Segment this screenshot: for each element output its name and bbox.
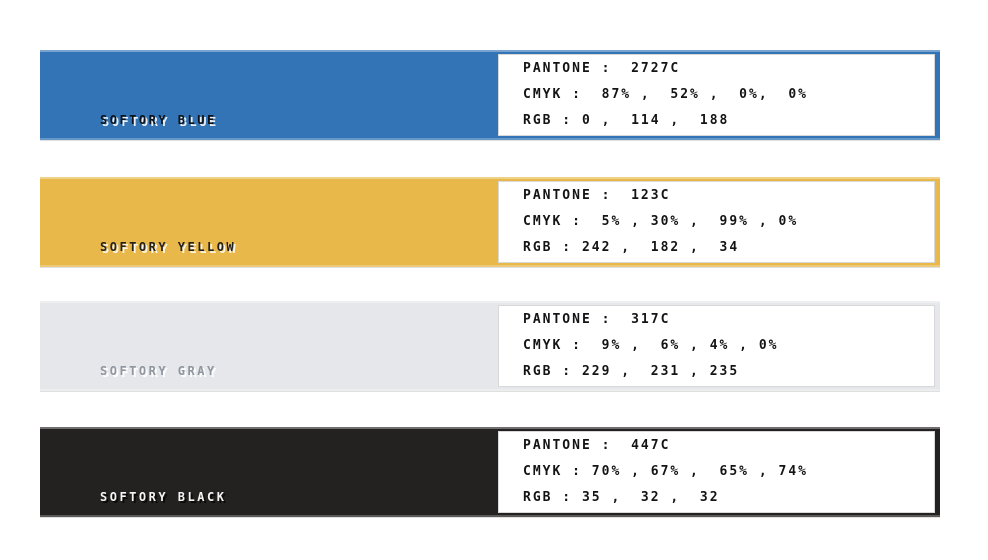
color-info-box	[498, 181, 935, 263]
color-row-softory-gray	[40, 301, 940, 391]
rgb-value: RGB : 242 , 182 , 34	[523, 240, 740, 255]
color-name-label: SOFTORY BLACK	[100, 490, 227, 504]
rgb-value: RGB : 35 , 32 , 32	[523, 490, 720, 505]
pantone-value: PANTONE : 2727C	[523, 61, 681, 76]
color-name-label: SOFTORY YELLOW	[100, 240, 237, 254]
cmyk-value: CMYK : 5% , 30% , 99% , 0%	[523, 214, 799, 229]
pantone-value: PANTONE : 317C	[523, 312, 671, 327]
color-info-box	[498, 54, 935, 136]
color-name-label: SOFTORY BLUE	[100, 113, 217, 127]
cmyk-value: CMYK : 9% , 6% , 4% , 0%	[523, 338, 779, 353]
color-row-softory-black	[40, 427, 940, 517]
color-name-label: SOFTORY GRAY	[100, 364, 217, 378]
color-info-box	[498, 305, 935, 387]
color-info-box	[498, 431, 935, 513]
cmyk-value: CMYK : 87% , 52% , 0%, 0%	[523, 87, 808, 102]
color-row-softory-blue	[40, 50, 940, 140]
pantone-value: PANTONE : 447C	[523, 438, 671, 453]
color-row-softory-yellow	[40, 177, 940, 267]
cmyk-value: CMYK : 70% , 67% , 65% , 74%	[523, 464, 808, 479]
rgb-value: RGB : 229 , 231 , 235	[523, 364, 740, 379]
pantone-value: PANTONE : 123C	[523, 188, 671, 203]
rgb-value: RGB : 0 , 114 , 188	[523, 113, 730, 128]
